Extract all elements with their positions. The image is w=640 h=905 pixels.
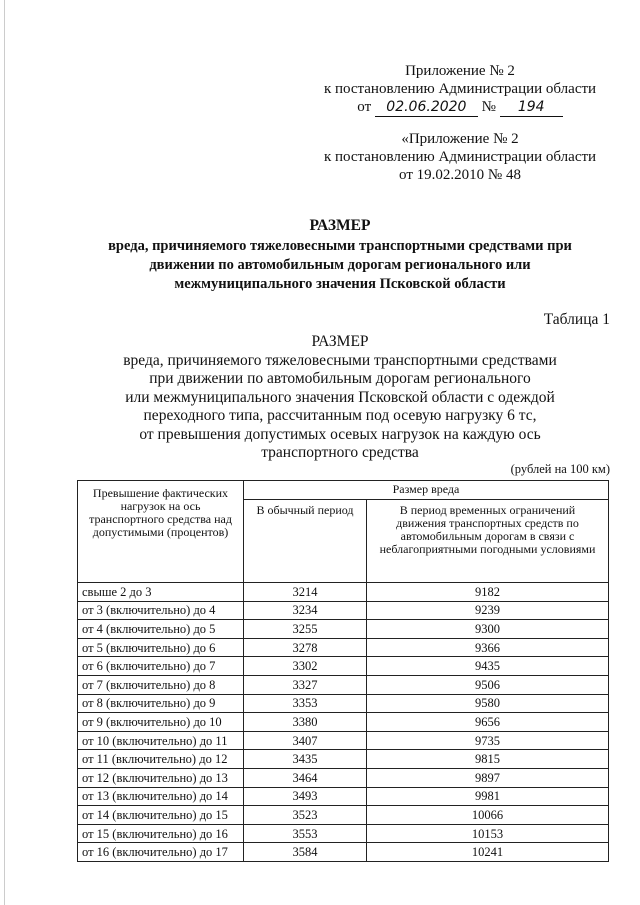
appendix-title: Приложение № 2 [405,63,515,79]
restriction-period-cell: 9735 [367,731,609,750]
restriction-period-cell: 10241 [367,843,609,862]
normal-period-cell: 3407 [244,731,367,750]
table-row [78,675,609,694]
restriction-period-cell: 9897 [367,768,609,787]
restriction-period-cell: 9300 [367,620,609,639]
col-header-damage-group: Размер вреда [244,481,609,500]
table-title-line: вреда, причиняемого тяжеловесными транспортными средствами [123,351,557,369]
table-row [78,843,609,862]
restriction-period-cell: 9506 [367,675,609,694]
overload-range-cell: от 13 (включительно) до 14 [78,787,244,806]
table-row [78,694,609,713]
old-appendix-date: от 19.02.2010 № 48 [399,167,521,183]
main-title-line: межмуниципального значения Псковской области [174,276,506,292]
table-row [78,806,609,825]
normal-period-cell: 3327 [244,675,367,694]
restriction-period-cell: 9239 [367,601,609,620]
normal-period-cell: 3278 [244,638,367,657]
restriction-period-cell: 9815 [367,750,609,769]
normal-period-cell: 3234 [244,601,367,620]
table-row [78,750,609,769]
restriction-period-cell: 9182 [367,583,609,602]
overload-range-cell: от 11 (включительно) до 12 [78,750,244,769]
overload-range-cell: от 14 (включительно) до 15 [78,806,244,825]
table-title-heading: РАЗМЕР [311,333,369,350]
table-row [78,657,609,676]
normal-period-cell: 3523 [244,806,367,825]
table-title-line: при движении по автомобильным дорогам регионального [149,370,531,387]
normal-period-cell: 3353 [244,694,367,713]
normal-period-cell: 3584 [244,843,367,862]
main-title-line: вреда, причиняемого тяжеловесными транспортными средствами при [108,238,572,254]
col-header-normal-period: В обычный период [244,500,367,583]
main-title-heading: РАЗМЕР [309,217,371,234]
appendix-date-line [300,98,620,117]
normal-period-cell: 3214 [244,583,367,602]
table-row [78,731,609,750]
overload-range-cell: от 6 (включительно) до 7 [78,657,244,676]
main-title-line: движении по автомобильным дорогам регионального или [149,257,531,273]
restriction-period-cell: 10153 [367,824,609,843]
overload-range-cell: свыше 2 до 3 [78,583,244,602]
table-row [78,787,609,806]
number-label: № [481,99,496,115]
normal-period-cell: 3302 [244,657,367,676]
handwritten-number: 194 [500,98,563,117]
restriction-period-cell: 9981 [367,787,609,806]
table-row [78,768,609,787]
units-note: (рублей на 100 км) [510,462,610,476]
overload-range-cell: от 9 (включительно) до 10 [78,713,244,732]
overload-range-cell: от 7 (включительно) до 8 [78,675,244,694]
col-header-restriction-period: В период временных ограничений движения транспортных средств по автомобильным дорогам в связи с неблагоприятными погодными условиями [367,500,609,583]
normal-period-cell: 3255 [244,620,367,639]
overload-range-cell: от 3 (включительно) до 4 [78,601,244,620]
damage-table [77,480,609,862]
overload-range-cell: от 5 (включительно) до 6 [78,638,244,657]
normal-period-cell: 3464 [244,768,367,787]
scan-edge [4,0,5,905]
old-appendix-header [300,130,620,184]
normal-period-cell: 3493 [244,787,367,806]
restriction-period-cell: 9656 [367,713,609,732]
table-title-line: от превышения допустимых осевых нагрузок на каждую ось [139,425,541,443]
overload-range-cell: от 8 (включительно) до 9 [78,694,244,713]
appendix-reference: к постановлению Администрации области [323,81,597,97]
col-header-overload: Превышение фактических нагрузок на ось транспортного средства над допустимыми (процентов) [78,481,244,583]
table-title [60,333,620,463]
old-appendix-reference: к постановлению Администрации области [323,149,597,165]
restriction-period-cell: 9366 [367,638,609,657]
table-label: Таблица 1 [543,311,610,328]
normal-period-cell: 3435 [244,750,367,769]
table-title-line: или межмуниципального значения Псковской области с одеждой [125,388,555,406]
appendix-header [300,62,620,117]
table-row [78,583,609,602]
handwritten-date: 02.06.2020 [375,98,478,117]
main-title [60,216,620,294]
overload-range-cell: от 16 (включительно) до 17 [78,843,244,862]
table-row [78,601,609,620]
overload-range-cell: от 10 (включительно) до 11 [78,731,244,750]
normal-period-cell: 3553 [244,824,367,843]
table-row [78,713,609,732]
table-title-line: транспортного средства [261,444,419,461]
restriction-period-cell: 9580 [367,694,609,713]
overload-range-cell: от 4 (включительно) до 5 [78,620,244,639]
table-row [78,638,609,657]
table-row [78,824,609,843]
table-title-line: переходного типа, рассчитанным под осевую нагрузку 6 тс, [143,407,537,424]
restriction-period-cell: 9435 [367,657,609,676]
normal-period-cell: 3380 [244,713,367,732]
overload-range-cell: от 15 (включительно) до 16 [78,824,244,843]
from-label: от [357,99,372,115]
old-appendix-title: «Приложение № 2 [401,131,519,147]
table-row [78,620,609,639]
overload-range-cell: от 12 (включительно) до 13 [78,768,244,787]
restriction-period-cell: 10066 [367,806,609,825]
